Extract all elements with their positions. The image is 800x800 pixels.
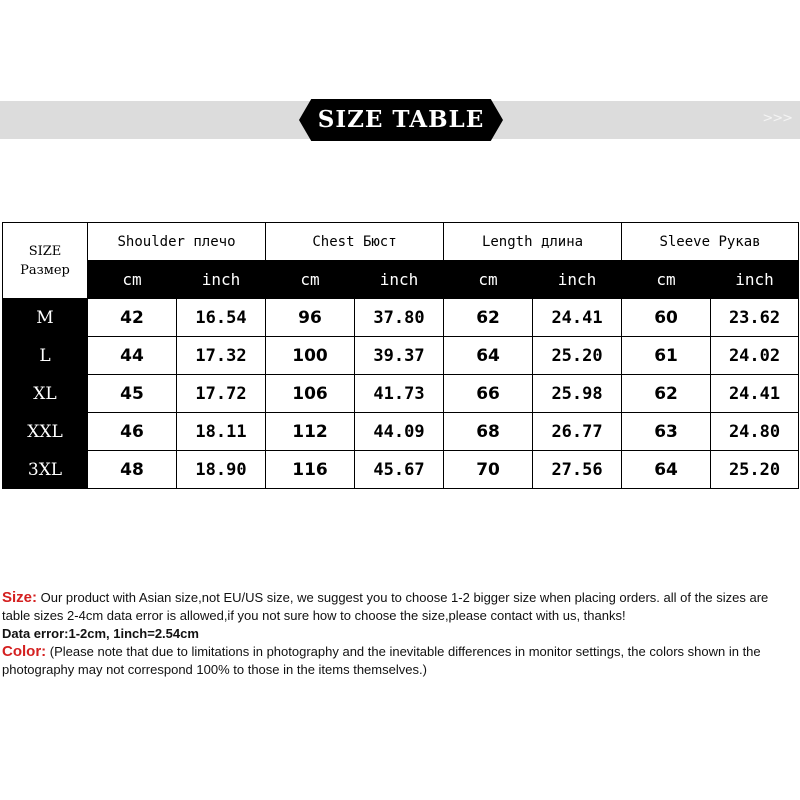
unit-header: inch bbox=[177, 261, 266, 299]
size-table bbox=[2, 222, 799, 489]
unit-header-row bbox=[3, 261, 799, 299]
unit-header: cm bbox=[622, 261, 711, 299]
size-label-cell: L bbox=[3, 337, 88, 375]
value-cell: 24.02 bbox=[711, 337, 799, 375]
value-cell: 41.73 bbox=[355, 375, 444, 413]
value-cell: 63 bbox=[622, 413, 711, 451]
value-cell: 100 bbox=[266, 337, 355, 375]
unit-header: inch bbox=[355, 261, 444, 299]
group-header-row bbox=[3, 223, 799, 261]
unit-header: cm bbox=[88, 261, 177, 299]
unit-header: inch bbox=[533, 261, 622, 299]
unit-header: cm bbox=[266, 261, 355, 299]
value-cell: 18.11 bbox=[177, 413, 266, 451]
value-cell: 16.54 bbox=[177, 299, 266, 337]
size-label-cell: XXL bbox=[3, 413, 88, 451]
value-cell: 68 bbox=[444, 413, 533, 451]
group-header-sleeve: Sleeve Рукав bbox=[622, 223, 799, 261]
value-cell: 112 bbox=[266, 413, 355, 451]
value-cell: 62 bbox=[622, 375, 711, 413]
size-label-cell: M bbox=[3, 299, 88, 337]
value-cell: 24.41 bbox=[711, 375, 799, 413]
data-error-note: Data error:1-2cm, 1inch=2.54cm bbox=[2, 626, 199, 641]
value-cell: 116 bbox=[266, 451, 355, 489]
value-cell: 60 bbox=[622, 299, 711, 337]
table-row bbox=[3, 413, 799, 451]
corner-label-ru: Размер bbox=[20, 262, 70, 278]
banner-title: SIZE TABLE bbox=[317, 106, 485, 133]
table-row bbox=[3, 337, 799, 375]
value-cell: 70 bbox=[444, 451, 533, 489]
value-cell: 24.41 bbox=[533, 299, 622, 337]
table-row bbox=[3, 375, 799, 413]
value-cell: 25.98 bbox=[533, 375, 622, 413]
value-cell: 25.20 bbox=[711, 451, 799, 489]
value-cell: 39.37 bbox=[355, 337, 444, 375]
size-note bbox=[2, 589, 792, 625]
value-cell: 24.80 bbox=[711, 413, 799, 451]
value-cell: 42 bbox=[88, 299, 177, 337]
size-label-cell: XL bbox=[3, 375, 88, 413]
value-cell: 25.20 bbox=[533, 337, 622, 375]
value-cell: 45 bbox=[88, 375, 177, 413]
corner-label-en: SIZE bbox=[28, 243, 62, 259]
group-header-length: Length длина bbox=[444, 223, 622, 261]
value-cell: 37.80 bbox=[355, 299, 444, 337]
size-corner-cell bbox=[3, 223, 88, 299]
value-cell: 27.56 bbox=[533, 451, 622, 489]
value-cell: 17.72 bbox=[177, 375, 266, 413]
size-notes bbox=[2, 589, 792, 679]
value-cell: 106 bbox=[266, 375, 355, 413]
value-cell: 61 bbox=[622, 337, 711, 375]
value-cell: 44.09 bbox=[355, 413, 444, 451]
value-cell: 17.32 bbox=[177, 337, 266, 375]
table-row bbox=[3, 299, 799, 337]
unit-header: cm bbox=[444, 261, 533, 299]
banner-arrows: >>> bbox=[762, 111, 792, 126]
group-header-chest: Chest Бюст bbox=[266, 223, 444, 261]
size-label-cell: 3XL bbox=[3, 451, 88, 489]
value-cell: 64 bbox=[622, 451, 711, 489]
value-cell: 44 bbox=[88, 337, 177, 375]
color-note bbox=[2, 643, 792, 679]
size-note-text: Our product with Asian size,not EU/US size, we suggest you to choose 1-2 bigger size when placing orders. all of the sizes are table sizes 2-4cm data error is allowed,if you not sure how to choose the size,please contact with us, thanks! bbox=[2, 590, 769, 623]
value-cell: 66 bbox=[444, 375, 533, 413]
size-note-label: Size: bbox=[2, 589, 38, 606]
value-cell: 62 bbox=[444, 299, 533, 337]
value-cell: 96 bbox=[266, 299, 355, 337]
value-cell: 18.90 bbox=[177, 451, 266, 489]
value-cell: 48 bbox=[88, 451, 177, 489]
group-header-shoulder: Shoulder плечо bbox=[88, 223, 266, 261]
color-note-text: (Please note that due to limitations in photography and the inevitable differences in monitor settings, the colors shown in the photography may not correspond 100% to those in the items themselves.) bbox=[2, 644, 761, 677]
table-row bbox=[3, 451, 799, 489]
unit-header: inch bbox=[711, 261, 799, 299]
value-cell: 46 bbox=[88, 413, 177, 451]
value-cell: 23.62 bbox=[711, 299, 799, 337]
value-cell: 45.67 bbox=[355, 451, 444, 489]
value-cell: 64 bbox=[444, 337, 533, 375]
color-note-label: Color: bbox=[2, 643, 47, 660]
value-cell: 26.77 bbox=[533, 413, 622, 451]
